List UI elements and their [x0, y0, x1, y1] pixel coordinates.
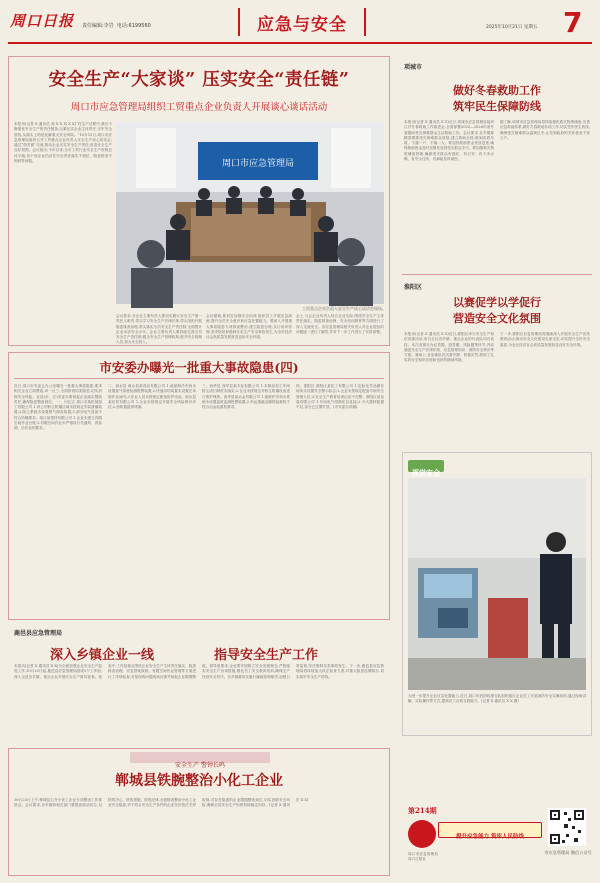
section-title: 应急与安全 [257, 15, 347, 35]
masthead [0, 0, 600, 48]
editor-line [82, 22, 151, 29]
right-top-title-1: 做好冬春救助工作 [453, 84, 541, 97]
lead-story-body-col4: 会上,与会企业负责人结合企业实际,围绕安全生产主体责任落实、隐患排查治理、安全培训教育等方面进行了深入交流发言。市应急管理局相关负责人对企业提出的问题逐一进行了解答,并对下一步工作进行了安排部署。 [296, 314, 384, 334]
fourth-story-title: 郸城县铁腕整治小化工企业 [115, 773, 283, 789]
lead-story-title: 安全生产“大家谈” 压实安全“责任链” [48, 70, 350, 90]
right-top-location: 项城市 [404, 64, 423, 71]
third-story-body: 本报讯(记者 X 通讯员 X X)为全面加强企业安全生产监管工作,10月20日起,鹿邑县应急管理局组成5个工作组,深入全县各乡镇、重点企业开展安全生产督导检查。检查中,工作组重点围绕企业安全生产主体责任落实、隐患排查治理、应急预案演练、有限空间作业管理等方面进行了详细检查,对发现的问题现场反馈并督促企业限期整改。督导组要求,企业要牢固树立安全发展理念,严格落实安全生产各项措施,强化员工安全教育培训,确保生产经营安全有序。各乡镇要切实履行属地管理职责,加强日常监管,坚决遏制各类事故发生。下一步,鹿邑县应急管理局将持续加大执法检查力度,对重大隐患挂牌督办,切实筑牢安全生产防线。 [14, 664, 384, 679]
header-rule [8, 42, 592, 44]
promo-contact: 周口市应急管理局 周口日报社 [408, 852, 438, 862]
fourth-story-body: 10月23日上午,郸城县召开小化工企业专项整治工作推进会。会议要求,各乡镇和相关部门要提高政治站位,以铁的决心、铁的措施、铁的纪律,全面排查整治小化工企业安全隐患,对不符合安全生产条件的企业坚决依法关停取缔,对存在隐患的企业限期整改到位,切实消除安全风险,确保全县安全生产形势持续稳定向好。(记者 X 通讯员 X X) [14, 798, 309, 808]
right-photo-tag-text: 视觉安全 [412, 468, 440, 477]
lead-story-photo [116, 122, 384, 304]
right-photo [408, 478, 586, 690]
right-top-body-a: 本报讯(记者 X 通讯员 X X)近日,项城市应急管理局组织召开冬春救助工作推进会,全面部署2025—2026年度冬春期间受灾困难群众生活救助工作。会议要求,各乡镇要精准摸排受灾困难群众底数,建立救助台账,做到应救尽救、不漏一户、不落一人。要加快救助资金发放进度,确保救助资金及时足额发放到受灾群众手中。要加强救灾物资储备管理,确保受灾群众有饭吃、有衣穿、有干净水喝、有安全住所、有病能及时就医。 [404, 120, 494, 162]
fourth-story-banner [130, 752, 270, 769]
lead-photo-caption: 工贸重点企业负责人安全生产谈心谈话会现场。 [302, 306, 386, 311]
right-divider-1 [402, 274, 592, 275]
newspaper-logo: 周口日报 [10, 12, 75, 30]
right-mid-location: 淮阳区 [404, 284, 423, 291]
right-top-title-2: 筑牢民生保障防线 [453, 100, 541, 113]
promo-banner-text: 提升应急能力 筑牢人民防线 [456, 834, 524, 840]
promo-banner [438, 822, 542, 838]
right-mid-title-1: 以赛促学以学促行 [453, 296, 541, 309]
issue-number: 第214期 [408, 806, 437, 815]
right-photo-caption: 为进一步提升企业应急处置能力,近日,周口市消防救援支队组织辖区企业员工开展消防安全实操培训,通过现场讲解、实际操作等方式,提高员工自救互救能力。(记者 X 通讯员 X X 摄) [408, 694, 586, 704]
page-number: 7 [563, 6, 583, 39]
right-mid-body-b: 下一步,淮阳区应急管理局将继续深入开展安全生产宣传教育活动,推动安全文化建设走深走实,切实提升全民安全素质,为全区经济社会高质量发展营造良好安全环境。 [500, 332, 590, 347]
third-story-title-1: 深入乡镇企业一线 [50, 648, 155, 663]
editor-name: 责任编辑:李岩 [82, 23, 114, 29]
third-story-title-2: 指导安全生产工作 [214, 648, 319, 663]
right-mid-body-a: 本报讯(记者 X 通讯员 X X)近日,淮阳区举办安全生产知识竞赛活动,来自全区各乡镇、重点企业的代表队同台竞技。本次竞赛分为必答题、抢答题、风险题等环节,内容涵盖安全生产法律法规、应急管理知识、消防安全常识等方面。赛场上,各参赛队员沉着冷静、积极应答,展现了扎实的安全知识功底和良好的精神风貌。 [404, 332, 494, 363]
editor-phone: 电话:6199560 [116, 23, 151, 29]
lead-story-body-col2: 会议要求,各企业主要负责人要切实履行安全生产第一责任人职责,带头学习安全生产法律法规,带头组织开展隐患排查治理,带头落实全员安全生产责任制,全面提升企业本质安全水平。企业主要负责人要持续完善全员安全生产责任制,健全安全生产管理机构,配齐安全管理人员,加大安全投入。 [116, 314, 202, 345]
training-photo-image [408, 478, 586, 690]
second-story-col-3: 三、西华县 西华县某木业有限公司 1.木制品加工车间粉尘清扫制度未落实;2.企业未按规定对粉尘防爆设备进行维护保养。西华县某冶金有限公司 1.熔炼炉冷却水系统未设置温度监测报警装置;2.吊运熔融金属的起重机不符合冶金起重机要求。 [202, 384, 290, 410]
second-story-title-rule [14, 378, 384, 379]
second-story-col-1 [14, 384, 102, 614]
lead-story-body-left: 本报讯(记者 X 通讯员 高 X X 刘 X X)“在生产过程中,我们不断强化安全生产的责任链条,压紧压实企业主体责任,守牢安全底线,从源头上防范化解重大安全风险。”10月15日,周口市应急管理局组织召开工贸重点企业负责人安全生产谈心谈话会,通过“面对面”交流,推动企业压实安全生产责任,营造安全生产良好氛围。会议指出,今年以来,全市工贸行业安全生产形势总体平稳,但个别企业仍存在安全责任落实不到位、隐患排查不彻底等问题。 [14, 122, 112, 164]
right-mid-title-2: 营造安全文化氛围 [453, 312, 541, 325]
second-story-col-2: 二、商水县 商水县某食品有限公司 1.液氨制冷车间未设置氨气浓度检测报警装置;2.快速冻结装置未设置在单独作业间内;3.作业人员未按规定配备防护用品。商水县某纺织有限公司 1.企业未按规定开展安全风险辨识评估;2.消防通道被堵塞。 [108, 384, 196, 410]
fourth-story-banner-text: 安全生产 警钟长鸣 [175, 762, 225, 769]
lead-story-subtitle: 周口市应急管理局组织工贸重点企业负责人开展谈心谈话活动 [70, 102, 328, 113]
second-story-col-4: 四、淮阳区 淮阳区某化工有限公司 1.危险化学品储存场所未设置安全警示标志;2.企业未按规定配备专职安全管理人员;3.安全生产教育培训记录不完整。淮阳区某包装有限公司 1.车间电气线路私拉乱接;2.灭火器材配置不足,部分已过期失效。(市安委办供稿) [296, 384, 384, 410]
photo-banner-text: 周口市应急管理局 [221, 159, 295, 169]
issue-date: 2025年10月21日 星期五 [486, 25, 538, 30]
qr-caption: 市应急管理局 微信公众号 [544, 850, 592, 855]
lead-story-body-col3: 会议强调,要切实加强安全培训,组织员工开展应急演练,提升全员安全意识和应急处置能力。要深入开展重大事故隐患专项排查整治,建立隐患台账,实行闭环管理,坚决防范和遏制各类生产安全事故发生,为全市经济社会高质量发展营造良好安全环境。 [206, 314, 292, 340]
right-top-body-b: 据了解,项城市应急管理局将持续强化救灾物资储备,完善应急救助体系,做好冬春救助各项工作,切实兜牢民生底线,确保受灾困难群众温暖过冬,让党和政府的关怀惠及千家万户。 [500, 120, 590, 140]
third-story-location: 鹿邑县应急管理局 [14, 630, 63, 637]
second-story-intro: 近日,周口市安委会办公室曝光一批重大事故隐患,要求相关企业立即整改,举一反三,全面排查同类隐患,切实消除安全风险。各县(市、区)安委办要督促企业落实整改责任,确保隐患整改到位。 [14, 384, 102, 404]
qr-code-icon [548, 808, 586, 846]
promo-emblem-icon [408, 820, 436, 848]
meeting-photo-image [116, 122, 384, 304]
second-story-title: 市安委办曝光一批重大事故隐患(四) [99, 360, 299, 375]
right-photo-tag [408, 460, 444, 477]
second-story-col-1-text: 一、川汇区 周口市某机械加工有限公司 1.该公司粉尘防爆区域未按规定安装泄爆装置;2.除尘系统未设置锁气卸灰装置;3.部分电气设备不符合防爆要求。周口某建材有限公司 1.企业未建立有限空间作业台账;2.有限空间作业未严格执行先通风、再检测、后作业的要求。 [14, 399, 102, 431]
